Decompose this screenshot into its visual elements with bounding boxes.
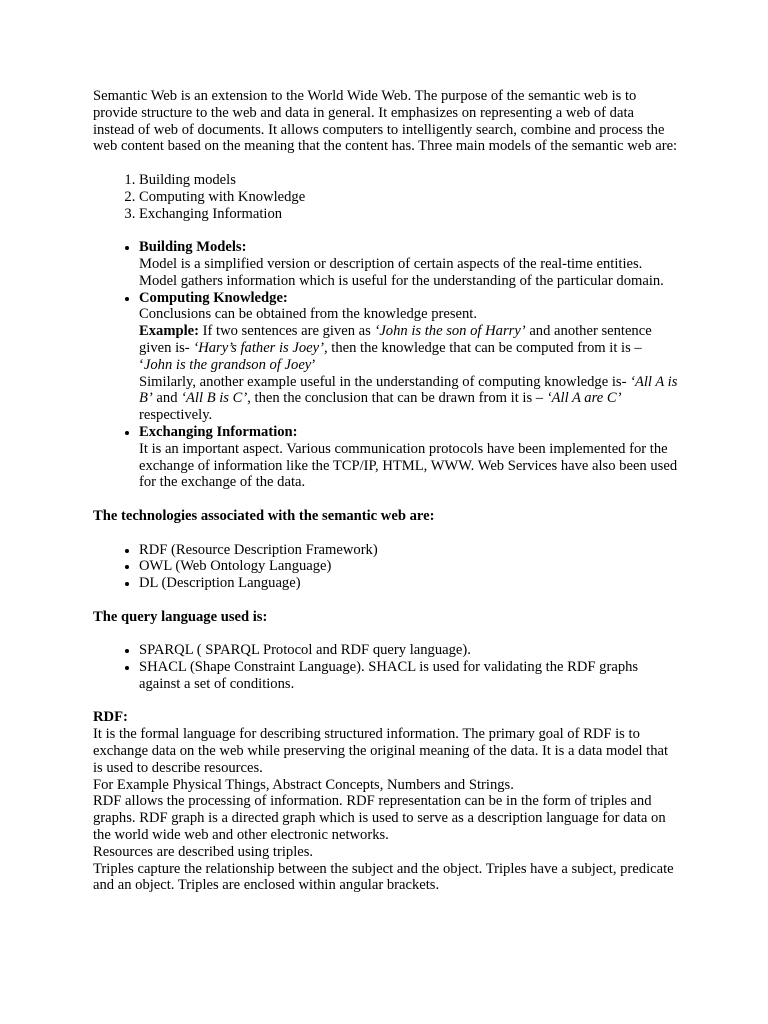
list-item: 3. Exchanging Information: [139, 206, 678, 223]
document-page: [93, 88, 678, 894]
query-list: [93, 642, 678, 692]
models-detail-list: [93, 239, 678, 491]
similarly-quote: ‘All A is B’: [139, 373, 678, 407]
example-text: , then the knowledge that can be computed from it is – ‘: [139, 339, 642, 373]
intro-paragraph: Semantic Web is an extension to the World Wide Web. The purpose of the semantic web is to provide structure to the web and data in general. It emphasizes on representing a web of data instead of web of documents. It allows computers to intelligently search, combine and process the web content based on the meaning that the content has. Three main models of the semantic web are:: [93, 88, 678, 155]
query-heading: [93, 609, 678, 626]
list-item: • DL (Description Language): [139, 575, 678, 592]
rdf-paragraph: For Example Physical Things, Abstract Concepts, Numbers and Strings.: [93, 776, 514, 793]
similarly-quote: ‘All A are C’: [546, 390, 622, 407]
building-models-item: [139, 239, 678, 289]
rdf-paragraph: RDF allows the processing of information. RDF representation can be in the form of triples and graphs. RDF graph is a directed graph which is used to serve as a description language for data on the world wide web and other electronic networks.: [93, 793, 666, 844]
example-quote: John is the grandson of Joey: [143, 356, 312, 373]
technologies-heading: [93, 508, 678, 525]
list-item: • RDF (Resource Description Framework): [139, 542, 678, 559]
example-text: and another sentence given is-: [139, 323, 652, 356]
similarly-quote: ‘All B is C’: [181, 390, 248, 407]
exchanging-information-heading: Exchanging Information:: [139, 423, 298, 440]
query-heading-text: The query language used is:: [93, 608, 268, 625]
similarly-text: and: [152, 390, 182, 407]
similarly-text: Similarly, another example useful in the understanding of computing knowledge is-: [139, 373, 631, 390]
technologies-list: [93, 542, 678, 592]
similarly-text: , then the conclusion that can be drawn from it is –: [247, 390, 547, 407]
rdf-paragraph: Resources are described using triples.: [93, 843, 314, 860]
building-models-heading: Building Models:: [139, 239, 247, 256]
models-list: [93, 172, 678, 222]
rdf-heading: [93, 709, 678, 726]
example-quote: ‘John is the son of Harry’: [374, 323, 526, 340]
technologies-heading-text: The technologies associated with the semantic web are:: [93, 507, 435, 524]
example-text: ’: [311, 356, 317, 373]
list-item: • SHACL (Shape Constraint Language). SHACL is used for validating the RDF graphs against a set of conditions.: [139, 659, 678, 693]
computing-knowledge-item: [139, 290, 678, 424]
example-label: Example:: [139, 323, 199, 340]
computing-knowledge-text: Conclusions can be obtained from the knowledge present.: [139, 306, 478, 323]
similarly-text: respectively.: [139, 407, 213, 424]
exchanging-information-text: It is an important aspect. Various communication protocols have been implemented for the exchange of information like the TCP/IP, HTML, WWW. Web Services have also been used for the exchange of the data.: [139, 440, 678, 491]
similarly-paragraph: [139, 374, 677, 424]
example-text: If two sentences are given as: [199, 323, 375, 340]
example-quote: ‘Hary’s father is Joey’: [193, 339, 324, 356]
building-models-text: Model is a simplified version or description of certain aspects of the real-time entities. Model gathers information which is useful for the understanding of the particular domain.: [139, 255, 664, 289]
rdf-paragraph: Triples capture the relationship between the subject and the object. Triples have a subject, predicate and an object. Triples are enclosed within angular brackets.: [93, 860, 674, 894]
computing-knowledge-heading: Computing Knowledge:: [139, 289, 288, 306]
list-item: 2. Computing with Knowledge: [139, 189, 678, 206]
exchanging-information-item: [139, 424, 678, 491]
list-item: • SPARQL ( SPARQL Protocol and RDF query language).: [139, 642, 678, 659]
list-item: 1. Building models: [139, 172, 678, 189]
list-item: • OWL (Web Ontology Language): [139, 558, 678, 575]
example-paragraph: [139, 323, 652, 373]
rdf-heading-text: RDF:: [93, 709, 128, 726]
rdf-paragraph: It is the formal language for describing structured information. The primary goal of RDF is to exchange data on the web while preserving the original meaning of the data. It is a data model that is used to describe resources.: [93, 726, 669, 776]
